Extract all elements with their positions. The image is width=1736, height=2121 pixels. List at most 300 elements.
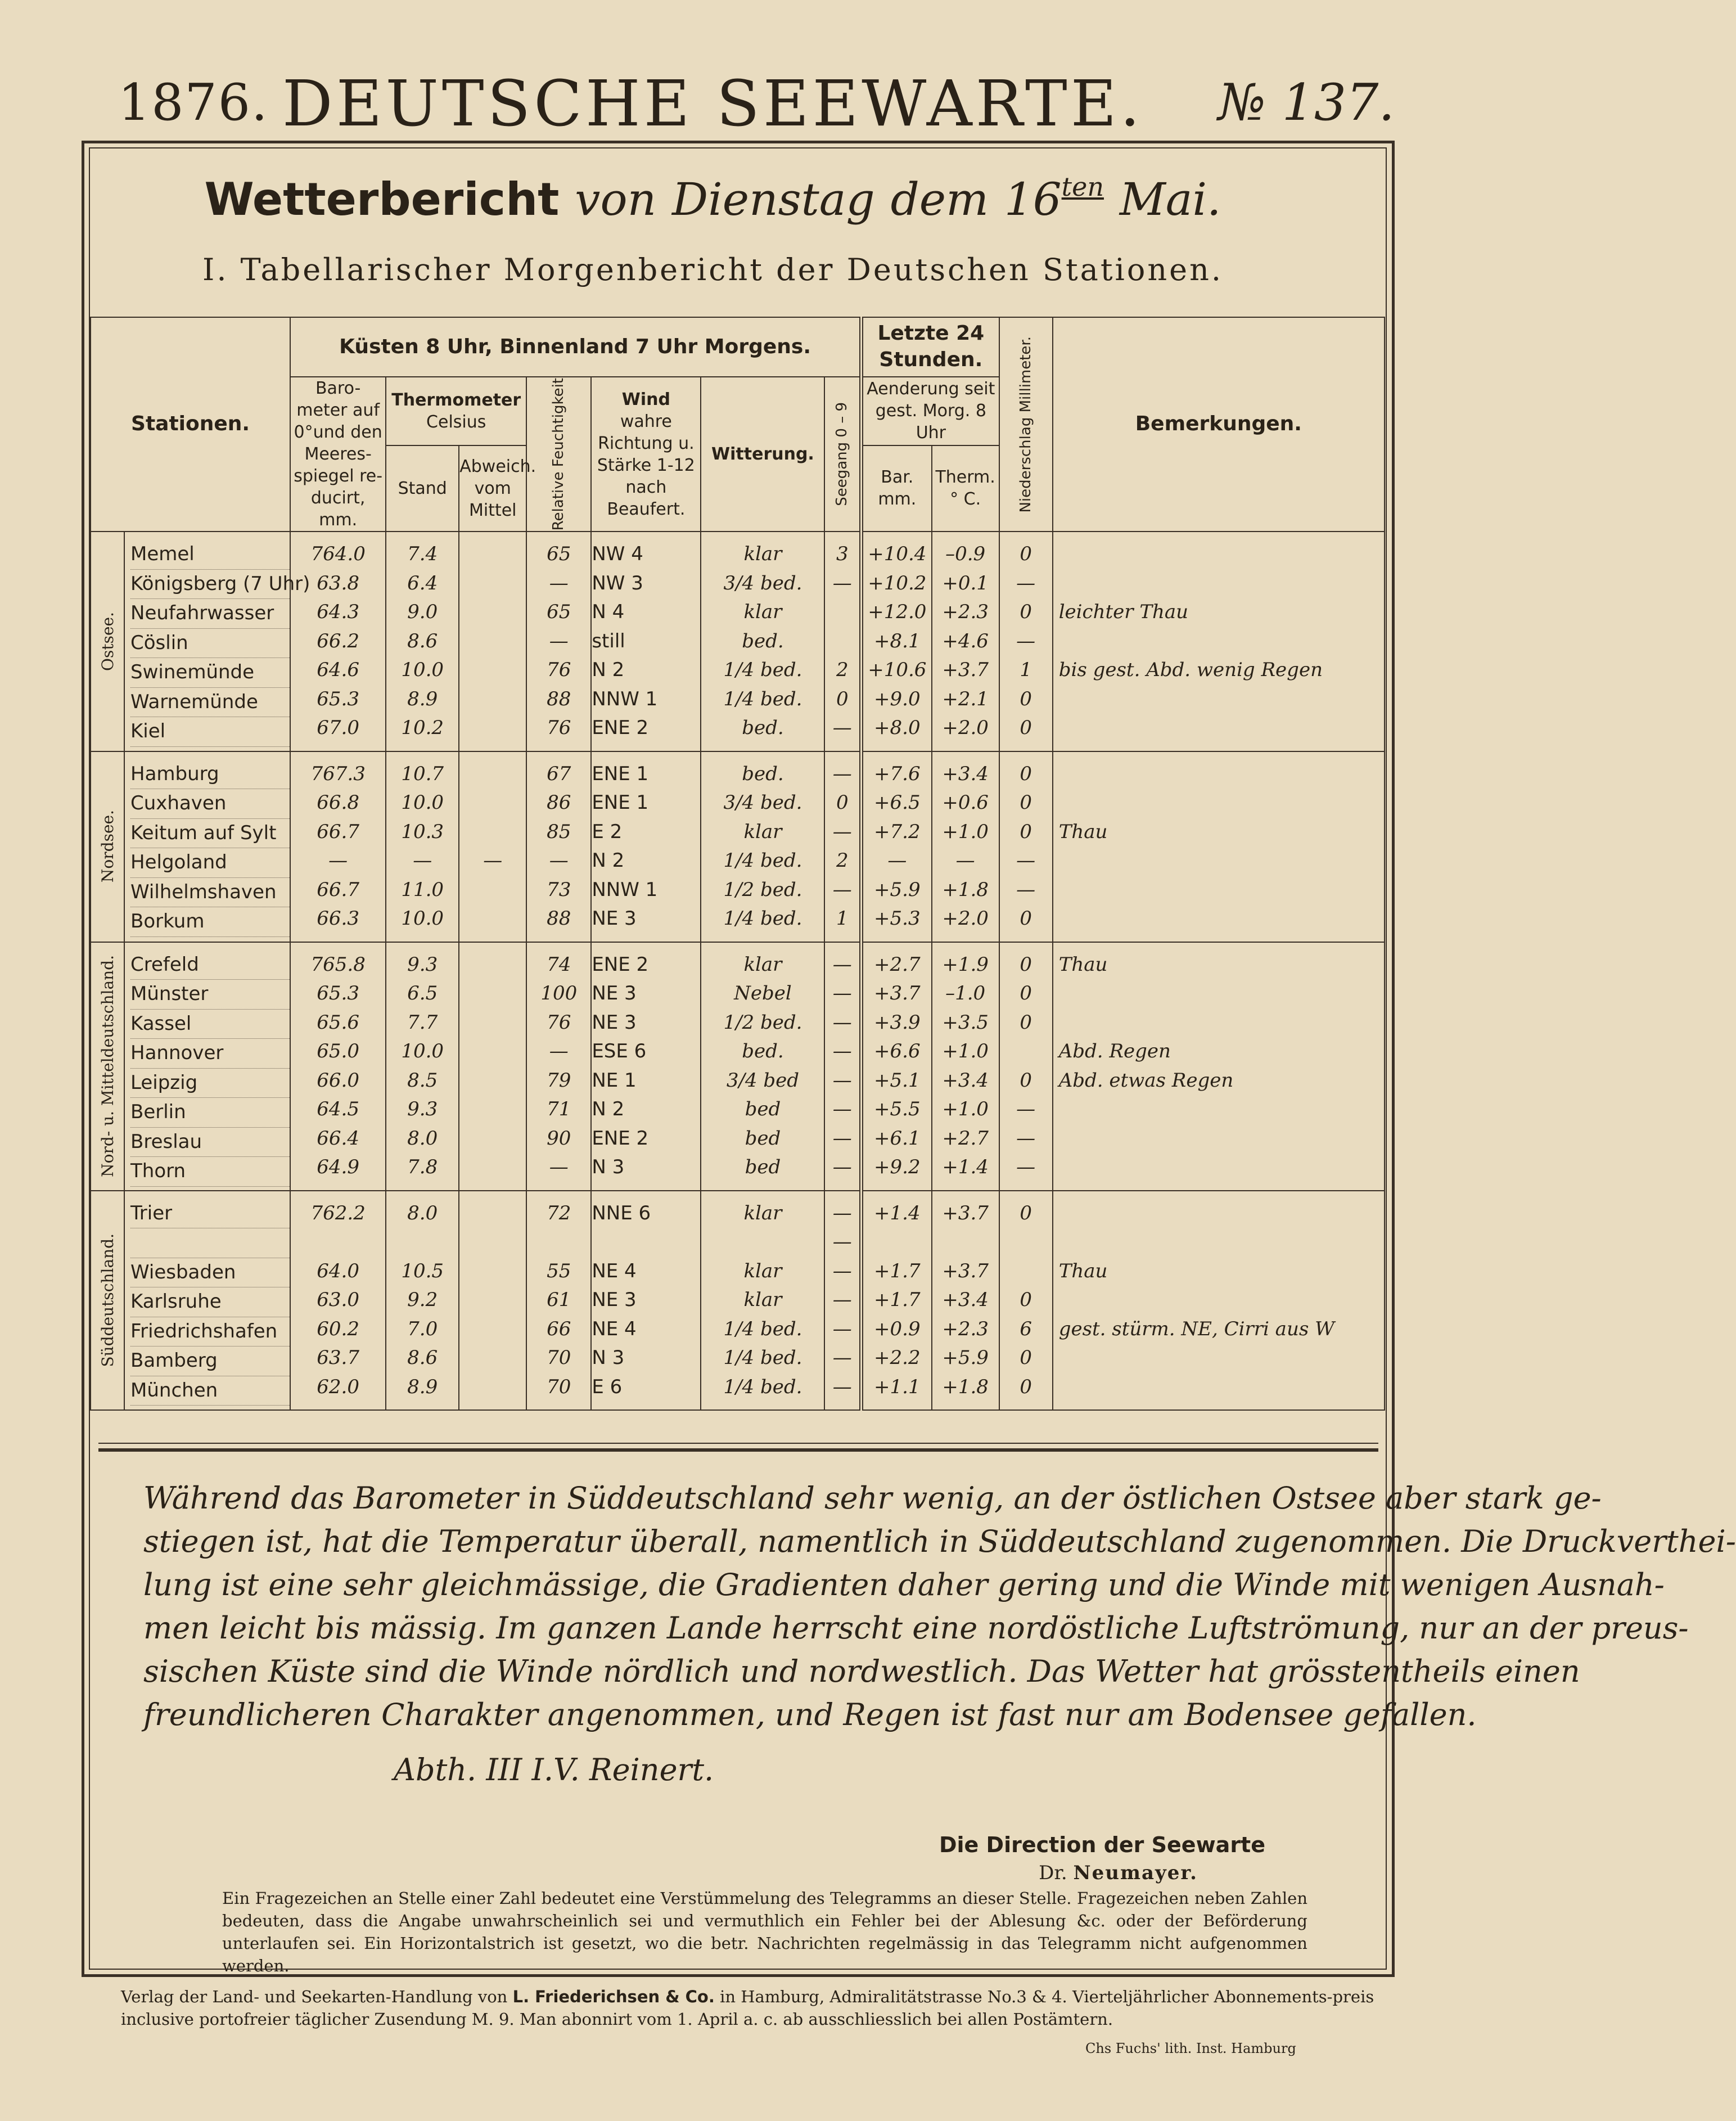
wind-column xyxy=(591,942,701,1191)
bemerk-value xyxy=(1059,685,1384,714)
report-line: lung ist eine sehr gleichmässige, die Gradienten daher gering und die Winde mit wenigen Ausnah- xyxy=(143,1567,1665,1602)
barometer-value: 66.7 xyxy=(317,820,359,843)
wind-value: NE 3 xyxy=(592,1011,637,1034)
station-names-cell xyxy=(124,751,290,942)
therm-value: +1.0 xyxy=(942,1098,989,1120)
stand-value: — xyxy=(413,849,432,872)
nieder-value: 0 xyxy=(1020,1201,1032,1224)
feucht-value: 72 xyxy=(547,1201,571,1224)
nieder-value: — xyxy=(1016,571,1036,595)
bar-header: Bar. mm. xyxy=(862,445,932,532)
wind-value: NNW 1 xyxy=(592,878,658,901)
nieder-value: 0 xyxy=(1020,1375,1032,1398)
abweich-value xyxy=(459,1124,526,1154)
barometer-header: Baro-meter auf 0°und den Meeres-spiegel re-ducirt, mm. xyxy=(290,377,386,532)
stand-value: 8.9 xyxy=(407,687,438,710)
wind-value: ENE 1 xyxy=(592,762,649,785)
bar-value: +6.6 xyxy=(874,1040,921,1062)
station-name: Keitum auf Sylt xyxy=(130,819,290,849)
station-group xyxy=(91,1191,1385,1411)
station-name: Kassel xyxy=(130,1010,290,1039)
report-day: 16 xyxy=(1004,173,1062,226)
wind-header: Wind wahre Richtung u. Stärke 1-12 nach Beaufert. xyxy=(591,377,701,532)
seegang-value: — xyxy=(832,820,852,843)
issue-number: № 137. xyxy=(1218,73,1395,132)
nieder-value: — xyxy=(1016,1127,1036,1150)
bar-column xyxy=(862,751,932,942)
feucht-value: 76 xyxy=(547,659,571,681)
bemerkungen-header: Bemerkungen. xyxy=(1053,317,1385,532)
stand-value: 6.4 xyxy=(407,571,438,595)
feucht-value: 71 xyxy=(547,1098,571,1120)
station-name: Breslau xyxy=(130,1128,290,1158)
stand-value: 7.4 xyxy=(407,543,438,565)
nieder-value: — xyxy=(1016,629,1036,652)
feucht-value: — xyxy=(549,1040,569,1062)
barometer-value: 64.0 xyxy=(317,1259,359,1282)
seegang-value: — xyxy=(832,1098,852,1120)
station-name: Hamburg xyxy=(130,760,290,790)
witterung-column xyxy=(701,532,824,751)
report-subtitle: I. Tabellarischer Morgenbericht der Deutschen Stationen. xyxy=(202,252,1224,287)
barometer-value: 64.5 xyxy=(317,1098,359,1120)
witterung-value: 3/4 bed. xyxy=(723,571,802,595)
feucht-value xyxy=(527,1228,590,1257)
seegang-value: — xyxy=(832,953,852,976)
direction: Die Direction der Seewarte xyxy=(939,1832,1265,1857)
wind-value: NNW 1 xyxy=(592,687,658,710)
nieder-value: 0 xyxy=(1020,1069,1032,1092)
niederschlag-header: Niederschlag Millimeter. xyxy=(999,317,1053,532)
seegang-value: 2 xyxy=(836,849,849,872)
therm-value: +2.3 xyxy=(942,1317,989,1340)
bemerk-value xyxy=(1059,714,1384,743)
therm-value: +2.0 xyxy=(942,907,989,930)
therm-value: +3.4 xyxy=(942,1069,989,1092)
stand-value: 9.3 xyxy=(407,1098,438,1120)
witterung-value: klar xyxy=(743,1201,782,1224)
wind-value: ENE 1 xyxy=(592,791,649,814)
witterung-value: 1/4 bed. xyxy=(723,1347,802,1369)
wind-value: NW 4 xyxy=(592,543,643,565)
table-bottom-rule xyxy=(98,1443,1378,1444)
abweich-value xyxy=(459,818,526,847)
wind-value: ENE 2 xyxy=(592,1127,649,1150)
feucht-value: 55 xyxy=(547,1259,571,1282)
witterung-value: bed. xyxy=(742,717,784,739)
feucht-value: 88 xyxy=(547,907,571,930)
barometer-value: 65.6 xyxy=(317,1011,359,1034)
barometer-value: 63.0 xyxy=(317,1289,359,1311)
witterung-value: klar xyxy=(743,543,782,565)
bar-value: +8.0 xyxy=(874,717,921,739)
stand-value: 9.0 xyxy=(407,601,438,623)
bemerk-value: gest. stürm. NE, Cirri aus W xyxy=(1058,1317,1335,1340)
seegang-value: — xyxy=(832,1040,852,1062)
bar-value: +1.1 xyxy=(874,1375,921,1398)
group-label-cell xyxy=(91,942,124,1191)
therm-value: +2.0 xyxy=(942,717,989,739)
bemerk-value: Abd. Regen xyxy=(1058,1040,1171,1062)
seegang-column xyxy=(824,1191,861,1411)
witterung-value: 1/4 bed. xyxy=(723,687,802,710)
wind-value: ENE 2 xyxy=(592,717,649,739)
barometer-value: 63.7 xyxy=(317,1347,359,1369)
bemerk-value xyxy=(1059,846,1384,876)
barometer-value: 66.2 xyxy=(317,629,359,652)
bemerk-value xyxy=(1059,1008,1384,1038)
witterung-value: 3/4 bed xyxy=(726,1069,800,1092)
witterung-value: 1/4 bed. xyxy=(723,849,802,872)
abweich-value xyxy=(459,1199,526,1228)
stand-column xyxy=(386,942,459,1191)
feucht-column xyxy=(526,751,591,942)
therm-value: +3.5 xyxy=(942,1011,989,1034)
witterung-value: klar xyxy=(743,953,782,976)
stand-column xyxy=(386,532,459,751)
group-label: Süddeutschland. xyxy=(98,1233,117,1367)
page-header xyxy=(0,67,1426,146)
witterung-value: klar xyxy=(743,820,782,843)
seegang-value: 3 xyxy=(836,543,849,565)
niederschlag-column xyxy=(999,1191,1053,1411)
seegang-value: — xyxy=(832,1231,852,1253)
therm-value: +1.4 xyxy=(942,1156,989,1178)
therm-value: +4.6 xyxy=(942,629,989,652)
abweich-value xyxy=(459,656,526,685)
therm-value: –1.0 xyxy=(945,982,986,1005)
seegang-value: — xyxy=(832,1011,852,1034)
station-name: Crefeld xyxy=(130,951,290,980)
wind-value: N 4 xyxy=(592,601,625,623)
therm-value: — xyxy=(955,849,975,872)
feucht-value: — xyxy=(549,1156,569,1178)
nieder-value: 0 xyxy=(1020,1347,1032,1369)
nieder-value xyxy=(1000,1037,1052,1066)
wind-value: NE 4 xyxy=(592,1259,637,1282)
bemerk-value xyxy=(1059,1344,1384,1373)
seegang-column xyxy=(824,942,861,1191)
abweich-column xyxy=(459,942,526,1191)
bemerk-value xyxy=(1059,1124,1384,1154)
feucht-value: 70 xyxy=(547,1375,571,1398)
niederschlag-column xyxy=(999,532,1053,751)
bemerk-value: Thau xyxy=(1058,820,1108,843)
bar-value: +10.2 xyxy=(868,571,927,595)
bar-value: +10.6 xyxy=(868,659,927,681)
abweich-value xyxy=(459,627,526,656)
station-name: Hannover xyxy=(130,1039,290,1069)
witterung-column xyxy=(701,942,824,1191)
group-label-cell xyxy=(91,1191,124,1411)
barometer-value: 65.0 xyxy=(317,1040,359,1062)
seegang-value: — xyxy=(832,878,852,901)
station-name: Trier xyxy=(130,1199,290,1229)
bemerk-value xyxy=(1059,1228,1384,1257)
barometer-column xyxy=(290,942,386,1191)
wind-column xyxy=(591,751,701,942)
abweich-value xyxy=(459,951,526,980)
bar-value: +1.7 xyxy=(874,1289,921,1311)
bemerk-value: leichter Thau xyxy=(1058,601,1189,623)
niederschlag-column xyxy=(999,942,1053,1191)
stand-value: 7.0 xyxy=(407,1317,438,1340)
bar-value: +7.2 xyxy=(874,820,921,843)
barometer-value: 767.3 xyxy=(310,762,366,785)
bar-value: +5.5 xyxy=(874,1098,921,1120)
seegang-value: — xyxy=(832,1069,852,1092)
feucht-value: 66 xyxy=(547,1317,571,1340)
station-name: Leipzig xyxy=(130,1069,290,1098)
stations-header: Stationen. xyxy=(91,317,290,532)
bar-value: +8.1 xyxy=(874,629,921,652)
bar-value: — xyxy=(887,849,907,872)
witterung-value: 1/2 bed. xyxy=(723,1011,802,1034)
barometer-column xyxy=(290,532,386,751)
nieder-value: 0 xyxy=(1020,543,1032,565)
nieder-value xyxy=(1000,1257,1052,1286)
morning-header: Küsten 8 Uhr, Binnenland 7 Uhr Morgens. xyxy=(290,317,861,377)
bar-value: +5.1 xyxy=(874,1069,921,1092)
bemerk-value xyxy=(1059,979,1384,1008)
barometer-column xyxy=(290,1191,386,1411)
stand-value: 8.0 xyxy=(407,1127,438,1150)
witterung-header: Witterung. xyxy=(701,377,824,532)
stand-value: 8.0 xyxy=(407,1201,438,1224)
nieder-value xyxy=(1000,1228,1052,1257)
witterung-value: bed. xyxy=(742,629,784,652)
therm-value: +0.6 xyxy=(942,791,989,814)
feucht-value: 65 xyxy=(547,543,571,565)
bemerkungen-column xyxy=(1053,532,1385,751)
bemerk-value xyxy=(1059,904,1384,934)
lithographer: Chs Fuchs' lith. Inst. Hamburg xyxy=(1085,2041,1296,2056)
abweich-value xyxy=(459,876,526,905)
bar-value: +1.7 xyxy=(874,1259,921,1282)
abweich-value xyxy=(459,1153,526,1182)
report-line: Während das Barometer in Süddeutschland sehr wenig, an der östlichen Ostsee aber stark ge- xyxy=(143,1480,1602,1516)
station-group xyxy=(91,942,1385,1191)
bar-column xyxy=(862,942,932,1191)
bar-value: +6.5 xyxy=(874,791,921,814)
abweich-value xyxy=(459,760,526,789)
feucht-value: 74 xyxy=(547,953,571,976)
abweich-value xyxy=(459,1008,526,1038)
barometer-value: 60.2 xyxy=(317,1317,359,1340)
nieder-value: 0 xyxy=(1020,791,1032,814)
wind-value: NE 4 xyxy=(592,1317,637,1340)
wind-value: NW 3 xyxy=(592,571,643,595)
abweich-value xyxy=(459,789,526,818)
witterung-value: klar xyxy=(743,601,782,623)
bemerk-value xyxy=(1059,1153,1384,1182)
station-group xyxy=(91,532,1385,751)
bar-value: +2.7 xyxy=(874,953,921,976)
report-day-suffix: ten xyxy=(1061,172,1104,202)
therm-value: +0.1 xyxy=(942,571,989,595)
wind-value: N 3 xyxy=(592,1156,625,1178)
abweich-value xyxy=(459,979,526,1008)
feucht-column xyxy=(526,532,591,751)
report-title-prefix: Wetterbericht xyxy=(204,173,560,226)
barometer-column xyxy=(290,751,386,942)
abweich-value xyxy=(459,714,526,743)
feucht-value: — xyxy=(549,849,569,872)
nieder-value: 0 xyxy=(1020,601,1032,623)
therm-column xyxy=(932,1191,999,1411)
nieder-value: — xyxy=(1016,1098,1036,1120)
station-name: Kiel xyxy=(130,717,290,747)
stand-value: 7.8 xyxy=(407,1156,438,1178)
director-name: Dr. Neumayer. xyxy=(1039,1862,1198,1884)
station-name: Neufahrwasser xyxy=(130,599,290,629)
seegang-value: — xyxy=(832,1201,852,1224)
therm-value: +1.0 xyxy=(942,1040,989,1062)
barometer-value: 762.2 xyxy=(310,1201,366,1224)
nieder-value: 0 xyxy=(1020,982,1032,1005)
witterung-value: 3/4 bed. xyxy=(723,791,802,814)
signature: Abth. III I.V. Reinert. xyxy=(394,1752,714,1787)
barometer-value: 66.7 xyxy=(317,878,359,901)
seegang-value: — xyxy=(832,1289,852,1311)
stand-value: 10.7 xyxy=(401,762,444,785)
barometer-value: 66.0 xyxy=(317,1069,359,1092)
therm-value: +5.9 xyxy=(942,1347,989,1369)
witterung-value: Nebel xyxy=(734,982,792,1005)
wind-value: NNE 6 xyxy=(592,1201,651,1224)
stand-value: 10.0 xyxy=(401,659,444,681)
aenderung-header: Aenderung seit gest. Morg. 8 Uhr xyxy=(862,377,999,445)
wind-value: NE 3 xyxy=(592,1289,637,1311)
barometer-value: 64.3 xyxy=(317,601,359,623)
report-line: freundlicheren Charakter angenommen, und Regen ist fast nur am Bodensee gefallen. xyxy=(143,1697,1477,1732)
bar-value: +7.6 xyxy=(874,762,921,785)
seegang-value: — xyxy=(832,1156,852,1178)
bar-value: +10.4 xyxy=(868,543,927,565)
therm-value: +1.9 xyxy=(942,953,989,976)
feucht-value: 79 xyxy=(547,1069,571,1092)
witterung-value: 1/4 bed. xyxy=(723,659,802,681)
report-text xyxy=(143,1476,1736,1736)
feucht-value: — xyxy=(549,629,569,652)
therm-value: +3.7 xyxy=(942,659,989,681)
stand-value: 10.0 xyxy=(401,791,444,814)
barometer-value: 64.6 xyxy=(317,659,359,681)
bar-value: +3.9 xyxy=(874,1011,921,1034)
bar-value: +5.9 xyxy=(874,878,921,901)
bar-column xyxy=(862,532,932,751)
bemerk-value xyxy=(1059,1373,1384,1402)
bar-value: +9.2 xyxy=(874,1156,921,1178)
bar-value: +0.9 xyxy=(874,1317,921,1340)
wind-value: N 2 xyxy=(592,849,625,872)
witterung-value: bed xyxy=(745,1156,781,1178)
thermometer-header: Thermometer Celsius xyxy=(386,377,526,445)
report-line: men leicht bis mässig. Im ganzen Lande herrscht eine nordöstliche Luftströmung, nur an der preus- xyxy=(143,1610,1689,1646)
station-name xyxy=(130,1228,290,1258)
wind-value: still xyxy=(592,629,625,652)
barometer-value: 63.8 xyxy=(317,571,359,595)
barometer-value: — xyxy=(328,849,348,872)
bar-value: +2.2 xyxy=(874,1347,921,1369)
report-month: Mai. xyxy=(1119,173,1221,226)
barometer-value: 66.3 xyxy=(317,907,359,930)
seegang-column xyxy=(824,751,861,942)
feucht-column xyxy=(526,1191,591,1411)
group-label: Nordsee. xyxy=(98,810,117,883)
abweich-value xyxy=(459,1373,526,1402)
abweich-value xyxy=(459,1257,526,1286)
seegang-value: 0 xyxy=(836,791,849,814)
barometer-value: 765.8 xyxy=(310,953,366,976)
bar-value: +12.0 xyxy=(868,601,927,623)
report-line: stiegen ist, hat die Temperatur überall, namentlich in Süddeutschland zugenommen. Die Druckverthei- xyxy=(143,1524,1736,1559)
nieder-value: 0 xyxy=(1020,820,1032,843)
barometer-value: 62.0 xyxy=(317,1375,359,1398)
seegang-column xyxy=(824,532,861,751)
station-name: Thorn xyxy=(130,1157,290,1187)
abweich-column xyxy=(459,1191,526,1411)
barometer-value: 65.3 xyxy=(317,982,359,1005)
station-name: Karlsruhe xyxy=(130,1287,290,1317)
wind-value: NE 3 xyxy=(592,982,637,1005)
abweich-value xyxy=(459,1315,526,1344)
abweich-value xyxy=(459,1286,526,1315)
station-name: Berlin xyxy=(130,1098,290,1128)
station-name: Friedrichshafen xyxy=(130,1317,290,1347)
bemerk-value: Thau xyxy=(1058,953,1108,976)
bar-value: +6.1 xyxy=(874,1127,921,1150)
therm-value: +2.3 xyxy=(942,601,989,623)
bemerk-value xyxy=(1059,789,1384,818)
stand-value: 8.9 xyxy=(407,1375,438,1398)
nieder-value: 6 xyxy=(1020,1317,1032,1340)
wind-value: N 2 xyxy=(592,1098,625,1120)
therm-value: +3.4 xyxy=(942,762,989,785)
therm-value: +3.7 xyxy=(942,1259,989,1282)
nieder-value: 0 xyxy=(1020,1289,1032,1311)
therm-column xyxy=(932,532,999,751)
abweich-header: Abweich. vom Mittel xyxy=(459,445,526,532)
station-name: Bamberg xyxy=(130,1347,290,1376)
abweich-value xyxy=(459,1228,526,1257)
wind-value: N 2 xyxy=(592,659,625,681)
barometer-value: 65.3 xyxy=(317,687,359,710)
bemerk-value xyxy=(1059,1095,1384,1124)
witterung-value xyxy=(701,1228,824,1257)
station-group xyxy=(91,751,1385,942)
stand-value: 8.6 xyxy=(407,629,438,652)
therm-column xyxy=(932,751,999,942)
witterung-value: bed. xyxy=(742,762,784,785)
feucht-value: 70 xyxy=(547,1347,571,1369)
therm-value: +1.0 xyxy=(942,820,989,843)
nieder-value: 0 xyxy=(1020,907,1032,930)
feucht-value: 85 xyxy=(547,820,571,843)
abweich-value xyxy=(459,1066,526,1096)
barometer-value: 764.0 xyxy=(310,543,366,565)
barometer-value: 66.4 xyxy=(317,1127,359,1150)
feucht-value: 61 xyxy=(547,1289,571,1311)
witterung-value: bed xyxy=(745,1127,781,1150)
stand-value xyxy=(386,1228,458,1257)
last24-header: Letzte 24 Stunden. xyxy=(862,317,999,377)
nieder-value: 0 xyxy=(1020,1011,1032,1034)
feucht-value: 67 xyxy=(547,762,571,785)
barometer-value xyxy=(291,1228,385,1257)
wind-value: ESE 6 xyxy=(592,1040,647,1062)
weather-table xyxy=(90,317,1385,1411)
